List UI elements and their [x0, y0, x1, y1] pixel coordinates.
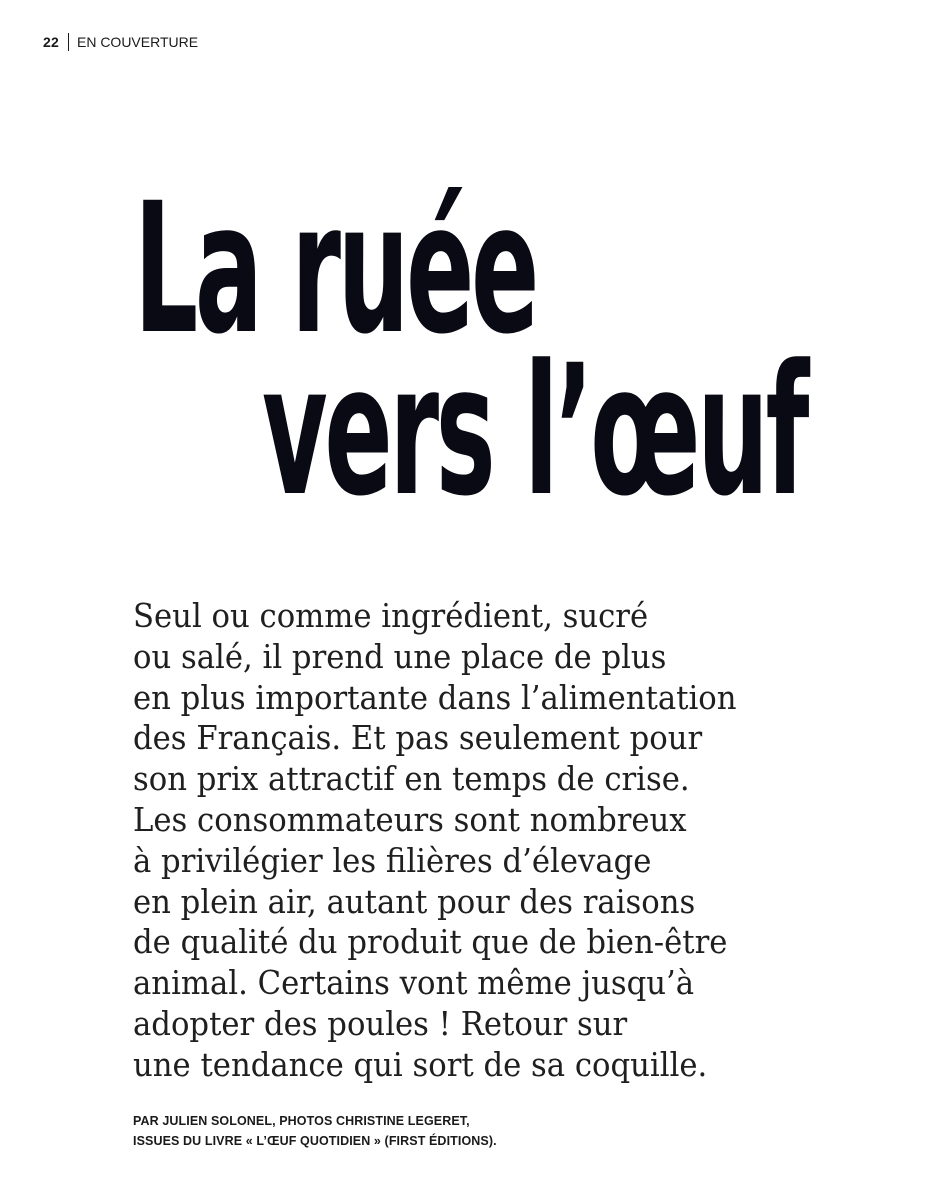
- article-credits: [133, 1111, 497, 1151]
- section-label: EN COUVERTURE: [76, 34, 199, 50]
- headline-line-1: La ruée: [134, 165, 537, 374]
- headline-line-2: vers l’œuf: [262, 327, 807, 536]
- standfirst-line: son prix attractif en temps de crise.: [133, 759, 690, 799]
- credits-line-1: PAR JULIEN SOLONEL, PHOTOS CHRISTINE LEGERET,: [133, 1114, 470, 1128]
- article-headline: [0, 0, 934, 560]
- standfirst-line: une tendance qui sort de sa coquille.: [133, 1044, 708, 1084]
- standfirst-line: des Français. Et pas seulement pour: [133, 718, 703, 758]
- standfirst-line: Les consommateurs sont nombreux: [133, 799, 687, 839]
- credits-line-2: ISSUES DU LIVRE « L’ŒUF QUOTIDIEN » (FIRST ÉDITIONS).: [133, 1134, 497, 1148]
- standfirst-line: adopter des poules ! Retour sur: [133, 1003, 628, 1043]
- standfirst-line: Seul ou comme ingrédient, sucré: [133, 596, 649, 635]
- standfirst-line: ou salé, il prend une place de plus: [133, 636, 667, 676]
- page-number: 22: [43, 34, 59, 50]
- standfirst-line: à privilégier les filières d’élevage: [133, 840, 652, 880]
- standfirst-line: en plus importante dans l’alimentation: [133, 677, 737, 717]
- standfirst-line: de qualité du produit que de bien-être: [133, 922, 728, 962]
- standfirst-line: en plein air, autant pour des raisons: [133, 881, 696, 921]
- standfirst-line: animal. Certains vont même jusqu’à: [133, 963, 695, 1003]
- article-standfirst: [133, 596, 812, 1086]
